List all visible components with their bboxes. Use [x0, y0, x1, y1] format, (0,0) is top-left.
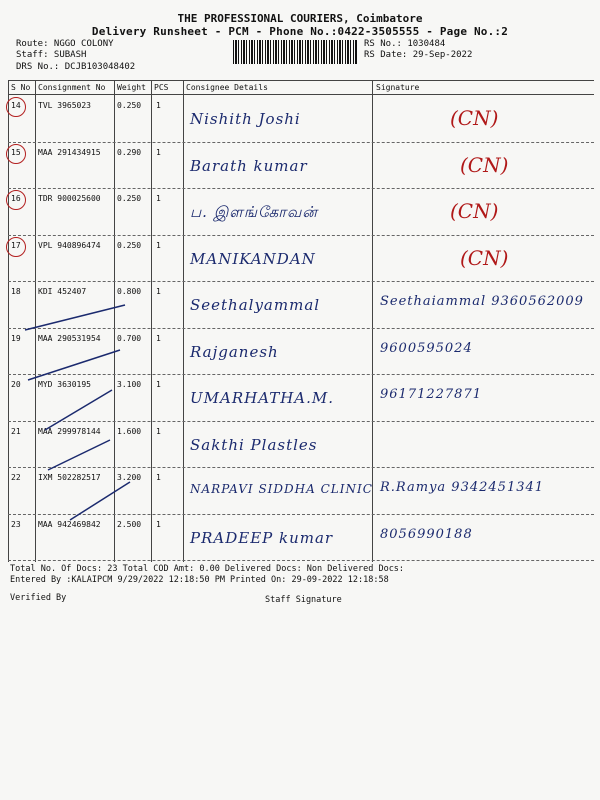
row-pcs: 1	[156, 287, 161, 296]
row-sno: 23	[11, 519, 21, 529]
row-consignee-handwriting: UMARHATHA.M.	[190, 389, 335, 407]
row-weight: 0.800	[117, 287, 142, 296]
row-consignment-no: MAA 299978144	[38, 426, 101, 436]
col-header-sno: S No	[11, 83, 31, 92]
row-signature: R.Ramya 9342451341	[380, 480, 545, 495]
row-weight: 0.250	[117, 101, 142, 110]
staff-label: Staff: SUBASH	[16, 50, 87, 60]
row-weight: 0.290	[117, 147, 142, 157]
row-pcs: 1	[156, 519, 161, 529]
row-pcs: 1	[156, 147, 161, 157]
row-consignment-no: MAA 290531954	[38, 333, 101, 343]
row-pcs: 1	[156, 194, 161, 203]
row-consignment-no: TDR 900025600	[38, 194, 101, 203]
row-consignee-handwriting: ப. இளங்கோவன்	[190, 203, 318, 221]
row-pcs: 1	[156, 426, 161, 436]
row-sno: 16	[11, 194, 21, 203]
row-consignment-no: IXM 502282517	[38, 473, 101, 482]
row-signature: (CN)	[450, 199, 499, 223]
runsheet-title: Delivery Runsheet - PCM - Phone No.:0422-3505555 - Page No.:2	[91, 25, 509, 38]
row-weight: 2.500	[117, 519, 142, 529]
row-weight: 0.700	[117, 333, 142, 343]
row-consignee-handwriting: PRADEEP kumar	[190, 528, 334, 547]
row-consignment-no: VPL 940896474	[38, 240, 101, 250]
row-pcs: 1	[156, 473, 161, 482]
row-weight: 0.250	[117, 194, 142, 203]
row-weight: 3.100	[117, 380, 142, 389]
row-weight: 0.250	[117, 240, 142, 250]
row-signature: (CN)	[450, 106, 499, 130]
footer-totals: Total No. Of Docs: 23 Total COD Amt: 0.00 Delivered Docs: Non Delivered Docs:	[10, 564, 405, 574]
row-sno: 21	[11, 426, 21, 436]
row-consignee-handwriting: MANIKANDAN	[190, 249, 316, 268]
row-consignment-no: MAA 942469842	[38, 519, 101, 529]
row-pcs: 1	[156, 101, 161, 110]
staff-signature: Staff Signature	[265, 595, 342, 605]
row-consignment-no: KDI 452407	[38, 287, 87, 296]
col-header-signature: Signature	[376, 83, 420, 92]
company-name: THE PROFESSIONAL COURIERS, Coimbatore	[177, 12, 423, 25]
row-signature: 8056990188	[380, 526, 473, 542]
col-header-consignee: Consignee Details	[186, 83, 268, 92]
col-header-pcs: PCS	[154, 83, 169, 92]
row-sno: 14	[11, 101, 21, 110]
row-signature: 96171227871	[380, 387, 482, 402]
row-sno: 22	[11, 473, 21, 482]
row-consignee-handwriting: Seethalyammal	[190, 296, 321, 314]
row-weight: 3.200	[117, 473, 142, 482]
row-sno: 19	[11, 333, 21, 343]
row-consignee-handwriting: NARPAVI SIDDHA CLINIC	[190, 482, 373, 496]
col-header-consignment: Consignment No	[38, 83, 106, 92]
row-signature: (CN)	[460, 245, 509, 270]
route-label: Route: NGGO COLONY	[16, 39, 114, 49]
row-consignee-handwriting: Nishith Joshi	[190, 110, 301, 128]
row-weight: 1.600	[117, 426, 142, 436]
verified-by: Verified By	[10, 593, 67, 603]
row-signature: 9600595024	[380, 340, 473, 356]
row-consignee-handwriting: Rajganesh	[190, 342, 279, 361]
row-consignee-handwriting: Sakthi Plastles	[190, 435, 318, 454]
col-header-weight: Weight	[117, 83, 146, 92]
row-sno: 15	[11, 147, 21, 157]
row-sno: 17	[11, 240, 21, 250]
rs-date: RS Date: 29-Sep-2022	[364, 50, 473, 60]
row-sno: 20	[11, 380, 21, 389]
drs-label: DRS No.: DCJB103048402	[16, 62, 136, 72]
row-pcs: 1	[156, 380, 161, 389]
row-consignment-no: MYD 3630195	[38, 380, 91, 389]
row-sno: 18	[11, 287, 21, 296]
row-consignment-no: MAA 291434915	[38, 147, 101, 157]
footer-entered: Entered By :KALAIPCM 9/29/2022 12:18:50 PM Printed On: 29-09-2022 12:18:58	[10, 575, 389, 585]
row-consignment-no: TVL 3965023	[38, 101, 91, 110]
rs-number: RS No.: 1030484	[364, 39, 446, 49]
row-signature: (CN)	[460, 152, 509, 177]
row-signature: Seethaiammal 9360562009	[380, 294, 584, 309]
row-pcs: 1	[156, 333, 161, 343]
row-pcs: 1	[156, 240, 161, 250]
row-consignee-handwriting: Barath kumar	[190, 156, 308, 175]
